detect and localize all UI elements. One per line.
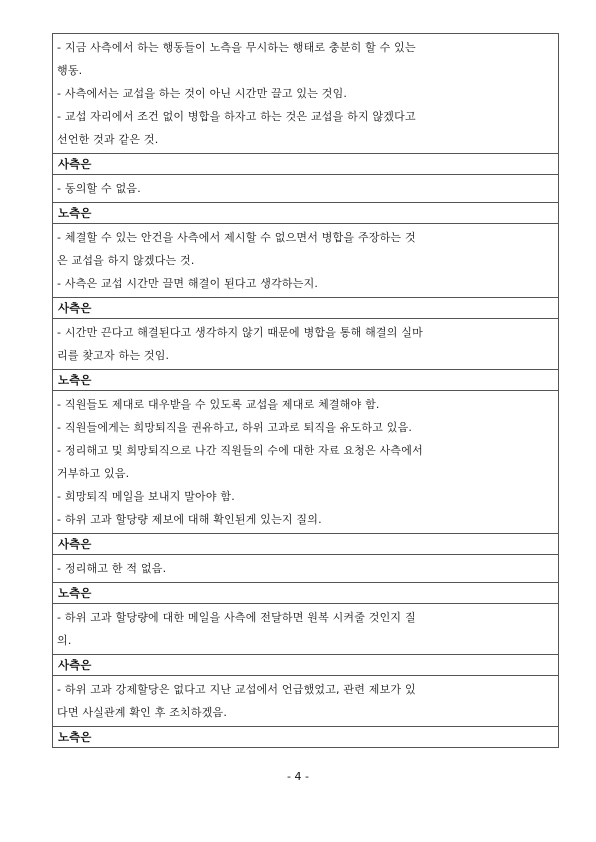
statement-line: - 교섭 자리에서 조건 없이 병합을 하자고 하는 것은 교섭을 하지 않겠다고 <box>57 110 416 123</box>
speaker-header: 사측은 <box>53 533 558 554</box>
statement-cell <box>53 554 558 582</box>
statement-line: 은 교섭을 하지 않겠다는 것. <box>57 254 195 267</box>
speaker-header: 사측은 <box>53 297 558 318</box>
statement-cell <box>53 174 558 202</box>
speaker-header: 노측은 <box>53 582 558 603</box>
speaker-header: 노측은 <box>53 202 558 223</box>
statement-line: - 직원들도 제대로 대우받을 수 있도록 교섭을 제대로 체결해야 함. <box>57 398 380 411</box>
statement-line: - 지금 사측에서 하는 행동들이 노측을 무시하는 행태로 충분히 할 수 있는 <box>57 41 416 54</box>
speaker-header: 사측은 <box>53 654 558 675</box>
statement-line: - 동의할 수 없음. <box>57 182 141 195</box>
statement-line: - 하위 고과 강제할당은 없다고 지난 교섭에서 언급했었고, 관련 제보가 있 <box>57 683 416 696</box>
statement-line: 의. <box>57 634 72 647</box>
statement-line: - 시간만 끈다고 해결된다고 생각하지 않기 때문에 병합을 통해 해결의 실마 <box>57 326 423 339</box>
statement-cell <box>53 33 558 153</box>
statement-line: - 사측은 교섭 시간만 끌면 해결이 된다고 생각하는지. <box>57 277 319 290</box>
statement-cell <box>53 603 558 654</box>
statement-line: - 체결할 수 있는 안건을 사측에서 제시할 수 없으면서 병합을 주장하는 것 <box>57 231 416 244</box>
page-number: - 4 - <box>287 770 309 783</box>
statement-line: 행동. <box>57 64 83 77</box>
statement-line: - 정리해고 및 희망퇴직으로 나간 직원들의 수에 대한 자료 요청은 사측에서 <box>57 444 423 457</box>
statement-cell <box>53 390 558 533</box>
statement-cell <box>53 318 558 369</box>
statement-line: - 하위 고과 할당량에 대한 메일을 사측에 전달하면 원복 시켜줄 것인지 질 <box>57 611 416 624</box>
minutes-table <box>52 33 559 748</box>
statement-line: 거부하고 있음. <box>57 467 130 480</box>
statement-line: 선언한 것과 같은 것. <box>57 133 159 146</box>
speaker-header: 사측은 <box>53 153 558 174</box>
speaker-header: 노측은 <box>53 726 558 747</box>
statement-line: - 사측에서는 교섭을 하는 것이 아닌 시간만 끌고 있는 것임. <box>57 87 348 100</box>
statement-line: - 직원들에게는 희망퇴직을 권유하고, 하위 고과로 퇴직을 유도하고 있음. <box>57 421 413 434</box>
speaker-header: 노측은 <box>53 369 558 390</box>
statement-line: 리를 찾고자 하는 것임. <box>57 349 170 362</box>
statement-line: - 하위 고과 할당량 제보에 대해 확인된게 있는지 질의. <box>57 513 322 526</box>
statement-cell <box>53 223 558 297</box>
statement-cell <box>53 675 558 726</box>
statement-line: - 희망퇴직 메일을 보내지 말아야 함. <box>57 490 235 503</box>
statement-line: - 정리해고 한 적 없음. <box>57 562 167 575</box>
statement-line: 다면 사실관계 확인 후 조치하겠음. <box>57 706 228 719</box>
